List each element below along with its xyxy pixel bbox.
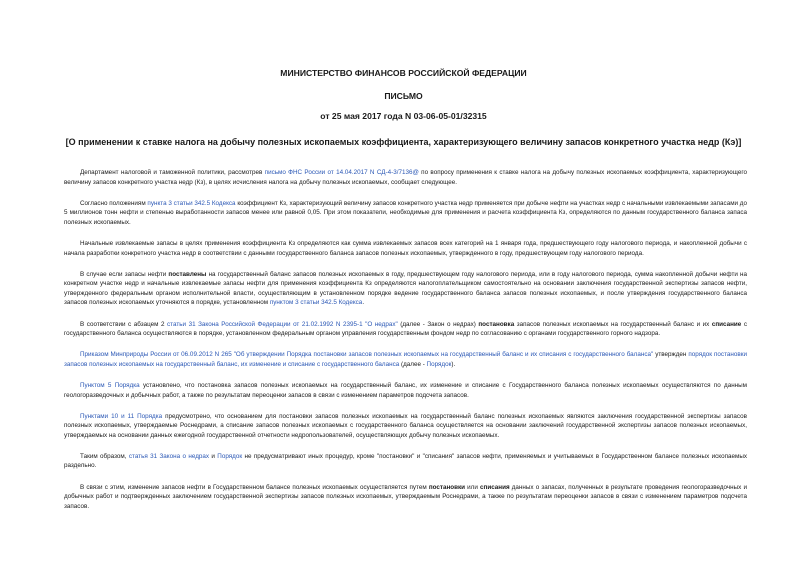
paragraph-7: Пунктом 5 Порядка установлено, что постановка запасов полезных ископаемых на государственный баланс, их изменение и списание с Государственного баланса полезных ископаемых осуществляются по данным геологоразведочных и добычных работ, а также по результатам переоценки запасов в связи с изменением параметров подсчета запасов. (64, 381, 748, 399)
paragraph-2: Согласно положениям пункта 3 статьи 342.5 Кодекса коэффициент Кз, характеризующий величину запасов конкретного участка недр применяется при добыче нефти на участках недр с начальными извлекаемыми запасами до 5 миллионов тонн нефти и степенью выработанности запасов менее или равной 0,05. При этом показатели, необходимые для применения и расчета коэффициента Кз, определяются по данным государственного баланса запаса полезных ископаемых. (64, 199, 747, 226)
paragraph-5: В соответствии с абзацем 2 статьи 31 Закона Российской Федерации от 21.02.1992 N 2395-1 "О недрах" (далее - Закон о недрах) постановка запасов полезных ископаемых на государственный баланс и их списание с государственного баланса осуществляются в порядке, установленном федеральным органом управления государственным фондом недр по согласованию с органами государственного горного надзора. (64, 320, 747, 338)
paragraph-3: Начальные извлекаемые запасы в целях применения коэффициента Кз определяются как сумма извлекаемых запасов всех категорий на 1 января года, предшествующего году налогового периода, и накопленной добычи с начала разработки конкретного участка недр в соответствии с данными государственного баланса запасов полезных ископаемых, утвержденного в году, предшествующем году налогового периода. (64, 239, 747, 257)
paragraph-6: Приказом Минприроды России от 06.09.2012 N 265 "Об утверждении Порядка постановки запасов полезных ископаемых на государственный баланс и их списания с государственного баланса" утвержден порядок постановки запасов полезных ископаемых на государственный баланс, их изменение и списание с государственного баланса (далее - Порядок). (64, 351, 747, 368)
paragraph-10: В связи с этим, изменение запасов нефти в Государственном балансе полезных ископаемых осуществляется путем постановки или списания данных о запасах, полученных в результате проведения геологоразведочных и добычных работ и подтвержденных заключением государственной экспертизы запасов полезных ископаемых, утверждаемым Роснедрами, а также по результатам переоценки запасов в связи с изменением параметров подсчета запасов. (64, 483, 747, 510)
paragraph-4: В случае если запасы нефти поставлены на государственный баланс запасов полезных ископаемых в году, предшествующем году налогового периода, или в году налогового периода, сумма накопленной добычи нефти на конкретном участке недр и начальные извлекаемые запасы нефти для применения коэффициента Кз определяются налогоплательщиком самостоятельно на основании заключения государственной экспертизы запасов нефти, утвержденного федеральным органом исполнительной власти, осуществляющим в установленном порядке ведение государственного баланса запасов полезных ископаемых, и после утверждения государственного баланса запасов полезных ископаемых уточняются в порядке, установленном пунктом 3 статьи 342.5 Кодекса. (64, 270, 747, 307)
document-body (64, 168, 747, 523)
ministry-title: МИНИСТЕРСТВО ФИНАНСОВ РОССИЙСКОЙ ФЕДЕРАЦИИ (280, 68, 527, 78)
document-type: ПИСЬМО (384, 91, 423, 101)
link-procedure[interactable]: порядок постановки запасов полезных ископаемых на государственный баланс, их изменение и списание с государственного баланса (64, 351, 747, 368)
link-subsoil-law-article[interactable]: статья 31 Закона о недрах (128, 452, 210, 460)
link-fns-letter[interactable]: письмо ФНС России от 14.04.2017 N СД-4-3/7136@ (264, 169, 419, 176)
paragraph-9: Таким образом, статья 31 Закона о недрах и Порядок не предусматривают иных процедур, кроме "постановки" и "списания" запасов нефти, применяемых и учитываемых в Государственном балансе полезных ископаемых раздельно. (64, 452, 747, 470)
link-procedure-item-5[interactable]: Пунктом 5 Порядка (80, 381, 140, 389)
link-procedure-short[interactable]: Порядок (217, 452, 243, 460)
link-procedure-short[interactable]: Порядок (426, 360, 452, 368)
link-procedure-items-10-11[interactable]: Пунктами 10 и 11 Порядка (80, 412, 163, 420)
link-code-article[interactable]: пунктом 3 статьи 342.5 Кодекса (269, 299, 363, 307)
link-subsoil-law[interactable]: статьи 31 Закона Российской Федерации от 21.02.1992 N 2395-1 "О недрах" (167, 320, 398, 328)
paragraph-1: Департамент налоговой и таможенной политики, рассмотрев письмо ФНС России от 14.04.2017 N СД-4-3/7136@ по вопросу применения к ставке налога на добычу полезных ископаемых коэффициента, характеризующего величину запасов конкретного участка недр (Кз), в целях исчисления налога на добычу полезных ископаемых, сообщает следующее. (64, 169, 747, 186)
document-date-number: от 25 мая 2017 года N 03-06-05-01/32315 (320, 111, 487, 121)
link-minprirody-order[interactable]: Приказом Минприроды России от 06.09.2012 N 265 "Об утверждении Порядка постановки запасов полезных ископаемых на государственный баланс и их списания с государственного баланса" (80, 351, 654, 359)
document-subject: [О применении к ставке налога на добычу полезных ископаемых коэффициента, характеризующего величину запасов конкретного участка недр (Кэ)] (65, 137, 742, 147)
paragraph-8: Пунктами 10 и 11 Порядка предусмотрено, что основанием для постановки запасов полезных ископаемых на государственный баланс полезных ископаемых являются заключения государственной экспертизы запасов полезных ископаемых, утверждаемые Роснедрами, а списание запасов полезных ископаемых с государственного баланса осуществляется на основании заключений государственной экспертизы запасов полезных ископаемых, утверждаемых на основании данных ежегодной государственной отчетности недропользователей, осуществляющих добычу полезных ископаемых. (64, 412, 747, 439)
link-code-article[interactable]: пункта 3 статьи 342.5 Кодекса (147, 199, 236, 207)
